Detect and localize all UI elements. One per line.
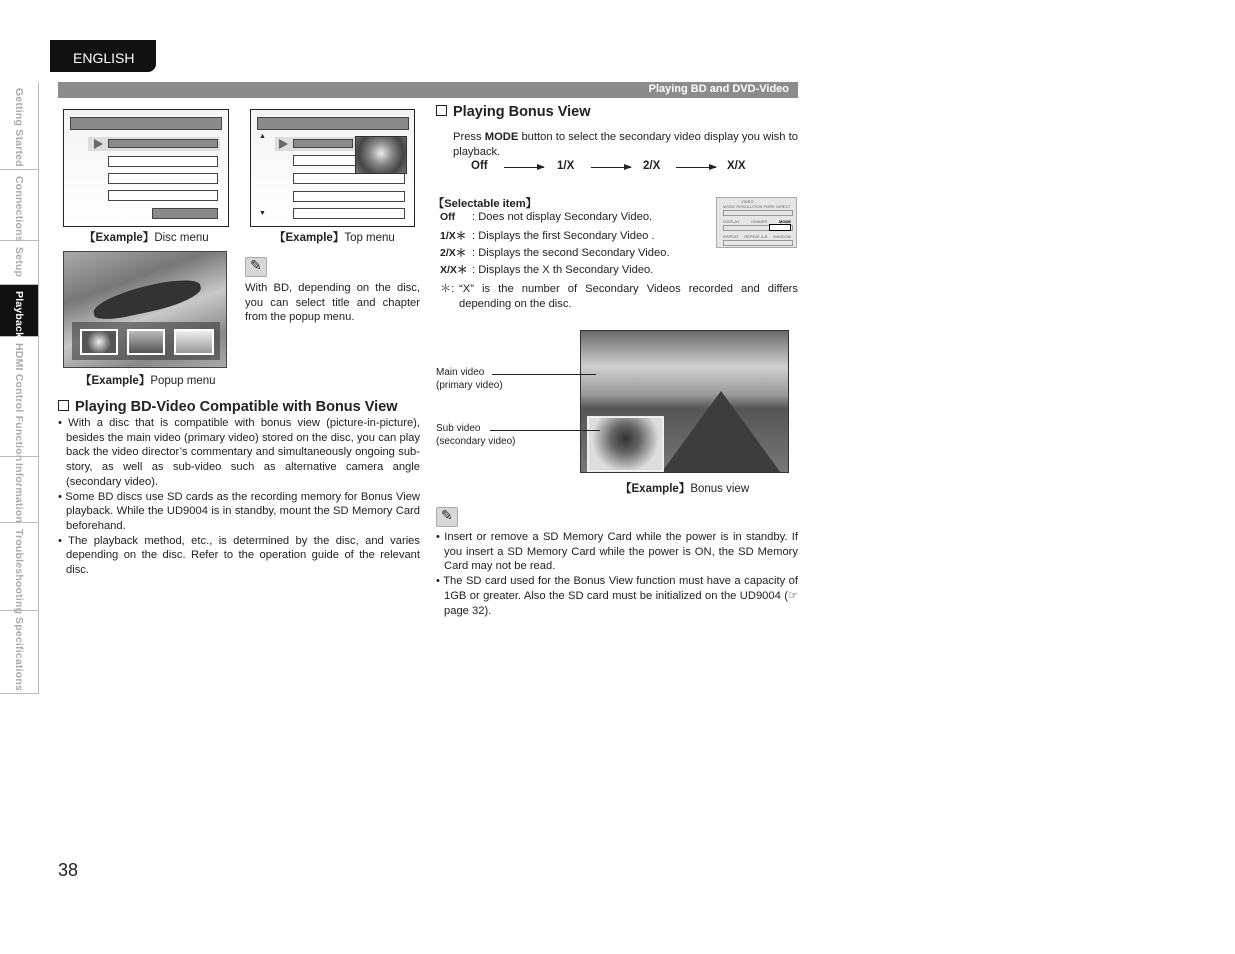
caption-text: Top menu — [344, 232, 395, 244]
main-video-label — [436, 366, 503, 392]
top-menu-screen — [250, 109, 415, 227]
nav-label: Specifications — [13, 617, 25, 691]
scroll-up-icon: ▲ — [259, 133, 266, 140]
page-reference-link[interactable]: page 32). — [444, 604, 492, 617]
side-navigation — [0, 82, 39, 694]
item-desc: : Displays the first Secondary Video . — [472, 230, 655, 242]
remote-row — [723, 204, 791, 209]
nav-label: Connections — [13, 176, 25, 242]
note-text: With BD, depending on the disc, you can select title and chapter from the popup menu. — [245, 282, 420, 324]
bullet-text: The SD card used for the Bonus View function must have a capacity of 1GB or greater. Also the SD card must be initialized on the UD9004 ( — [443, 575, 798, 602]
nav-information[interactable] — [0, 457, 38, 523]
popup-thumbnail[interactable] — [174, 329, 214, 355]
road-shape — [661, 391, 781, 473]
section-title: Playing BD and DVD-Video — [648, 83, 789, 95]
menu-item-bar — [293, 208, 405, 219]
bullet-text: Insert or remove a SD Memory Card while the power is in standby. If you insert a SD Memory Card while the power is ON, the SD Memory Card may not be read. — [444, 531, 798, 573]
remote-panel-image — [716, 197, 797, 248]
bonus-view-caption — [620, 480, 749, 496]
bullet-item: • Insert or remove a SD Memory Card while the power is in standby. If you insert a SD Memory Card while the power is ON, the SD Memory Card may not be read. — [436, 531, 798, 573]
example-prefix: 【Example】 — [80, 375, 151, 387]
remote-label: MODE — [723, 204, 735, 209]
footnote — [440, 282, 798, 311]
bonus-heading-text: Playing Bonus View — [453, 104, 591, 120]
remote-label: MODE — [779, 219, 791, 224]
selectable-item — [440, 228, 670, 245]
mode-button-highlight — [769, 224, 791, 231]
top-menu-caption — [274, 229, 395, 245]
menu-title-bar — [257, 117, 409, 130]
menu-item-bar — [293, 173, 405, 184]
compat-heading-text: Playing BD-Video Compatible with Bonus View — [75, 399, 398, 415]
arrow-right-icon — [504, 167, 544, 168]
remote-label: REPEAT A-B — [744, 234, 768, 239]
item-desc: : Does not display Secondary Video. — [472, 211, 653, 223]
remote-button-row — [723, 240, 793, 246]
selectable-title: 【Selectable item】 — [433, 198, 537, 210]
example-prefix: 【Example】 — [274, 232, 345, 244]
main-video-text: Main video — [436, 367, 485, 378]
footnote-text: “X” is the number of Secondary Videos recorded and differs depending on the disc. — [459, 283, 798, 310]
bullet-item: • The SD card used for the Bonus View function must have a capacity of 1GB or greater. Also the SD card must be initialized on the UD9004 (☞page 32). — [436, 575, 798, 617]
section-header-bar — [58, 82, 798, 98]
selectable-list — [440, 211, 670, 279]
remote-label: RANDOM — [773, 234, 791, 239]
sequence-1x: 1/X — [557, 160, 575, 172]
menu-item-bar — [293, 139, 353, 148]
star-mark: ＊ — [456, 264, 468, 276]
main-video-subtext: (primary video) — [436, 380, 503, 391]
arrow-right-icon — [676, 167, 716, 168]
menu-item-bar — [108, 139, 218, 148]
item-key — [440, 245, 472, 260]
nav-label: Information — [13, 463, 25, 523]
note-pencil-icon — [245, 257, 267, 277]
nav-connections[interactable] — [0, 170, 38, 241]
disc-menu-screen — [63, 109, 229, 227]
menu-item-bar — [108, 156, 218, 167]
popup-menu-screen — [63, 251, 227, 368]
intro-text: Press — [453, 131, 485, 143]
remote-button-row — [723, 210, 793, 216]
item-desc: : Displays the X th Secondary Video. — [472, 264, 654, 276]
menu-title-bar — [70, 117, 222, 130]
bonus-view-image — [580, 330, 789, 473]
bullet-text: With a disc that is compatible with bonus view (picture-in-picture), besides the main video (primary video) stored on the disc, you can play back the video director’s commentary and simultaneously ongoing sub-story, as well as sub-video such as alternative camera angle (secondary video). — [66, 417, 420, 488]
remote-label: PURE DIRECT — [763, 204, 791, 209]
compat-heading — [58, 399, 398, 415]
scroll-down-icon: ▼ — [259, 210, 266, 217]
sequence-2x: 2/X — [643, 160, 661, 172]
nav-troubleshooting[interactable] — [0, 523, 38, 615]
caption-text: Popup menu — [150, 375, 216, 387]
sub-video-subtext: (secondary video) — [436, 436, 516, 447]
remote-label: DISPLAY — [723, 219, 740, 224]
sub-video-window — [587, 416, 664, 472]
nav-hdmi-control[interactable] — [0, 337, 38, 462]
bullet-item: • With a disc that is compatible with bonus view (picture-in-picture), besides the main video (primary video) stored on the disc, you can play back the video director’s commentary and simultaneously ongoing sub-story, as well as sub-video such as alternative camera angle (secondary video). — [58, 417, 420, 488]
bullet-text: Some BD discs use SD cards as the recording memory for Bonus View playback. While the UD9004 is in standby, mount the SD Memory Card beforehand. — [65, 490, 420, 532]
star-mark: ＊ — [455, 230, 467, 242]
item-desc: : Displays the second Secondary Video. — [472, 247, 670, 259]
thumbnail-image — [355, 136, 407, 174]
language-tab: ENGLISH — [50, 40, 156, 72]
arrow-right-icon — [591, 167, 631, 168]
star-mark: ＊ — [455, 247, 467, 259]
bullet-item: • Some BD discs use SD cards as the recording memory for Bonus View playback. While the UD9004 is in standby, mount the SD Memory Card beforehand. — [58, 490, 420, 532]
cursor-icon — [279, 139, 288, 149]
nav-getting-started[interactable] — [0, 82, 38, 170]
remote-title: VIDEO — [741, 199, 754, 204]
menu-item-bar — [108, 190, 218, 201]
item-key-text: 1/X — [440, 230, 456, 242]
page-number: 38 — [58, 860, 79, 880]
dolphin-image — [90, 275, 203, 323]
remote-label: DIMMER — [751, 219, 768, 224]
mode-key: MODE — [484, 131, 519, 143]
remote-label: RESOLUTION — [736, 204, 763, 209]
remote-row — [723, 234, 791, 239]
note2-bullets — [436, 530, 798, 618]
bullet-item: • The playback method, etc., is determined by the disc, and varies depending on the disc. Refer to the operation guide of the relevant disc. — [58, 534, 421, 577]
leader-line — [490, 430, 600, 431]
nav-specifications[interactable] — [0, 611, 38, 694]
menu-item-bar — [293, 191, 405, 202]
nav-label: Setup — [13, 247, 25, 278]
selectable-item — [440, 245, 670, 262]
nav-setup[interactable] — [0, 241, 38, 285]
item-key-text: Off — [440, 211, 456, 223]
cursor-icon — [94, 139, 103, 149]
nav-label: Getting Started — [13, 88, 25, 167]
checkbox-bullet-icon — [58, 400, 69, 411]
intro-text: button to select the secondary video display you wish to playback. — [453, 131, 798, 158]
nav-label: HDMI Control Function — [13, 343, 25, 462]
popup-thumbnail[interactable] — [80, 329, 118, 355]
item-key-text: 2/X — [440, 247, 456, 259]
page-reference-icon: ☞ — [787, 588, 798, 602]
note-pencil-icon — [436, 507, 458, 527]
compat-bullets — [58, 416, 420, 578]
sequence-xx: X/X — [727, 160, 746, 172]
caption-text: Bonus view — [690, 483, 750, 495]
bullet-text: The playback method, etc., is determined by the disc, and varies depending on the disc. Refer to the operation guide of the relevant disc. — [66, 534, 421, 577]
item-key — [440, 262, 472, 277]
menu-item-bar — [152, 208, 218, 219]
item-key — [440, 211, 472, 223]
nav-label: Troubleshooting — [13, 529, 25, 615]
popup-thumbnail[interactable] — [127, 329, 165, 355]
sub-video-label — [436, 422, 515, 448]
example-prefix: 【Example】 — [84, 232, 155, 244]
disc-menu-caption — [84, 229, 209, 245]
item-key-text: X/X — [440, 264, 457, 276]
sub-video-text: Sub video — [436, 423, 481, 434]
bonus-intro — [453, 130, 798, 159]
example-prefix: 【Example】 — [620, 483, 691, 495]
nav-label: Playback — [13, 291, 25, 339]
menu-item-bar — [108, 173, 218, 184]
remote-label: REPEAT — [723, 234, 739, 239]
item-key — [440, 228, 472, 243]
sequence-off: Off — [471, 160, 488, 172]
nav-playback[interactable] — [0, 285, 38, 337]
selectable-item — [440, 211, 670, 228]
caption-text: Disc menu — [154, 232, 209, 244]
selectable-item — [440, 262, 670, 279]
popup-menu-caption — [80, 372, 216, 388]
footnote-mark: ＊: — [440, 283, 455, 295]
leader-line — [492, 374, 596, 375]
checkbox-bullet-icon — [436, 105, 447, 116]
bonus-heading — [436, 104, 591, 120]
